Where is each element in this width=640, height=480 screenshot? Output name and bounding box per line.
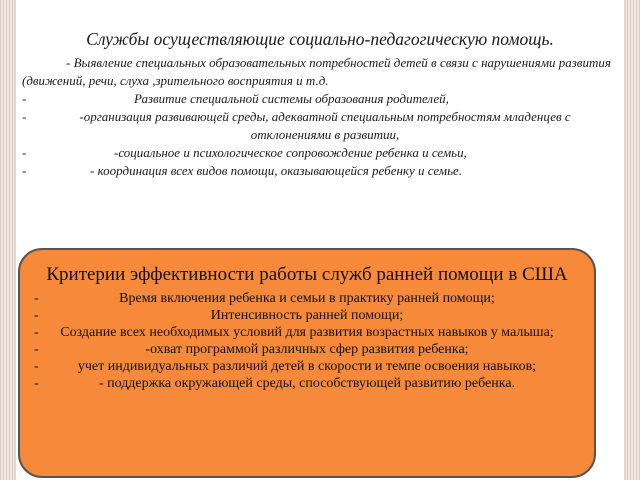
- services-list: [22, 90, 618, 180]
- criteria-item-1: - Время включения ребенка и семьи в практику ранней помощи;: [30, 290, 584, 307]
- criteria-title: Критерии эффективности работы служб ранней помощи в США: [46, 264, 568, 285]
- criteria-item-2: - Интенсивность ранней помощи;: [30, 307, 584, 324]
- services-item-4: - - координация всех видов помощи, оказывающейся ребенку и семье.: [22, 162, 618, 180]
- left-decorative-rail: [0, 0, 16, 480]
- criteria-box: [18, 248, 596, 478]
- services-title: Службы осуществляющие социально-педагогическую помощь.: [86, 29, 554, 49]
- criteria-item-5: - учет индивидуальных различий детей в скорости и темпе освоения навыков;: [30, 358, 584, 375]
- services-intro: - Выявление специальных образовательных потребностей детей в связи с нарушениями развития (движений, речи, слуха ,зрительного восприятия и т.д.: [22, 55, 611, 88]
- right-decorative-rail: [624, 0, 640, 480]
- services-item-1: - Развитие специальной системы образования родителей,: [22, 90, 618, 108]
- criteria-item-6: - - поддержка окружающей среды, способствующей развитию ребенка.: [30, 375, 584, 392]
- services-item-3: - -социальное и психологическое сопровождение ребенка и семьи,: [22, 144, 618, 162]
- criteria-list: [30, 290, 584, 392]
- criteria-item-3: - Создание всех необходимых условий для развития возрастных навыков у малыша;: [30, 324, 584, 341]
- services-section: [22, 28, 618, 180]
- criteria-item-4: - -охват программой различных сфер развития ребенка;: [30, 341, 584, 358]
- services-item-2: - -организация развивающей среды, адекватной специальным потребностям младенцев с отклонениями в развитии,: [22, 108, 618, 144]
